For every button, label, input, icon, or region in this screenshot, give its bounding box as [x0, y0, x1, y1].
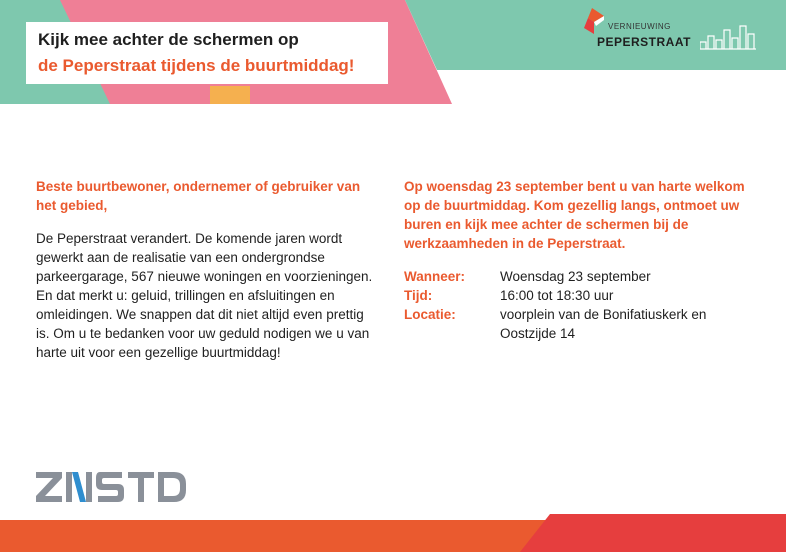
greeting-heading: Beste buurtbewoner, ondernemer of gebruiker van het gebied,	[36, 179, 361, 213]
vernieuwing-peperstraat-logo	[582, 8, 762, 54]
event-intro: Op woensdag 23 september bent u van harte welkom op de buurtmiddag. Kom gezellig langs, ontmoet uw buren en kijk mee achter de schermen bij de werkzaamheden in de Peperstraat.	[404, 179, 745, 251]
header-yellow-shape	[210, 86, 250, 104]
detail-label: Locatie:	[404, 307, 456, 322]
footer-red-shape	[520, 514, 786, 552]
detail-row-tijd	[404, 286, 764, 305]
title-box	[26, 22, 388, 84]
logo-mark-icon	[582, 8, 606, 36]
detail-value: voorplein van de Bonifatiuskerk en Oostzijde 14	[500, 307, 707, 341]
page-title-line2: de Peperstraat tijdens de buurtmiddag!	[38, 56, 355, 75]
detail-row-locatie	[404, 305, 764, 343]
skyline-icon	[700, 24, 756, 50]
logo-small-text: VERNIEUWING	[608, 22, 671, 31]
footer-orange-bar	[0, 520, 548, 552]
page-title-line1: Kijk mee achter de schermen op	[38, 30, 299, 49]
detail-label: Tijd:	[404, 288, 433, 303]
znstd-logo	[36, 470, 186, 504]
detail-value: Woensdag 23 september	[500, 269, 651, 284]
left-column	[36, 177, 376, 362]
detail-row-wanneer	[404, 267, 764, 286]
detail-label: Wanneer:	[404, 269, 466, 284]
event-details	[404, 267, 764, 343]
invitation-paragraph: De Peperstraat verandert. De komende jaren wordt gewerkt aan de realisatie van een ondergrondse parkeergarage, 567 nieuwe woningen en voorzieningen. En dat merkt u: geluid, trillingen en afsluitingen en omleidingen. We snappen dat dit niet altijd even prettig is. Om u te bedanken voor uw geduld nodigen we u van harte uit voor een gezellige buurtmiddag!	[36, 231, 373, 360]
footer-bars	[0, 514, 786, 552]
detail-value: 16:00 tot 18:30 uur	[500, 288, 614, 303]
znstd-n-letter	[66, 472, 92, 502]
right-column	[404, 177, 764, 343]
logo-big-text: PEPERSTRAAT	[597, 35, 691, 49]
